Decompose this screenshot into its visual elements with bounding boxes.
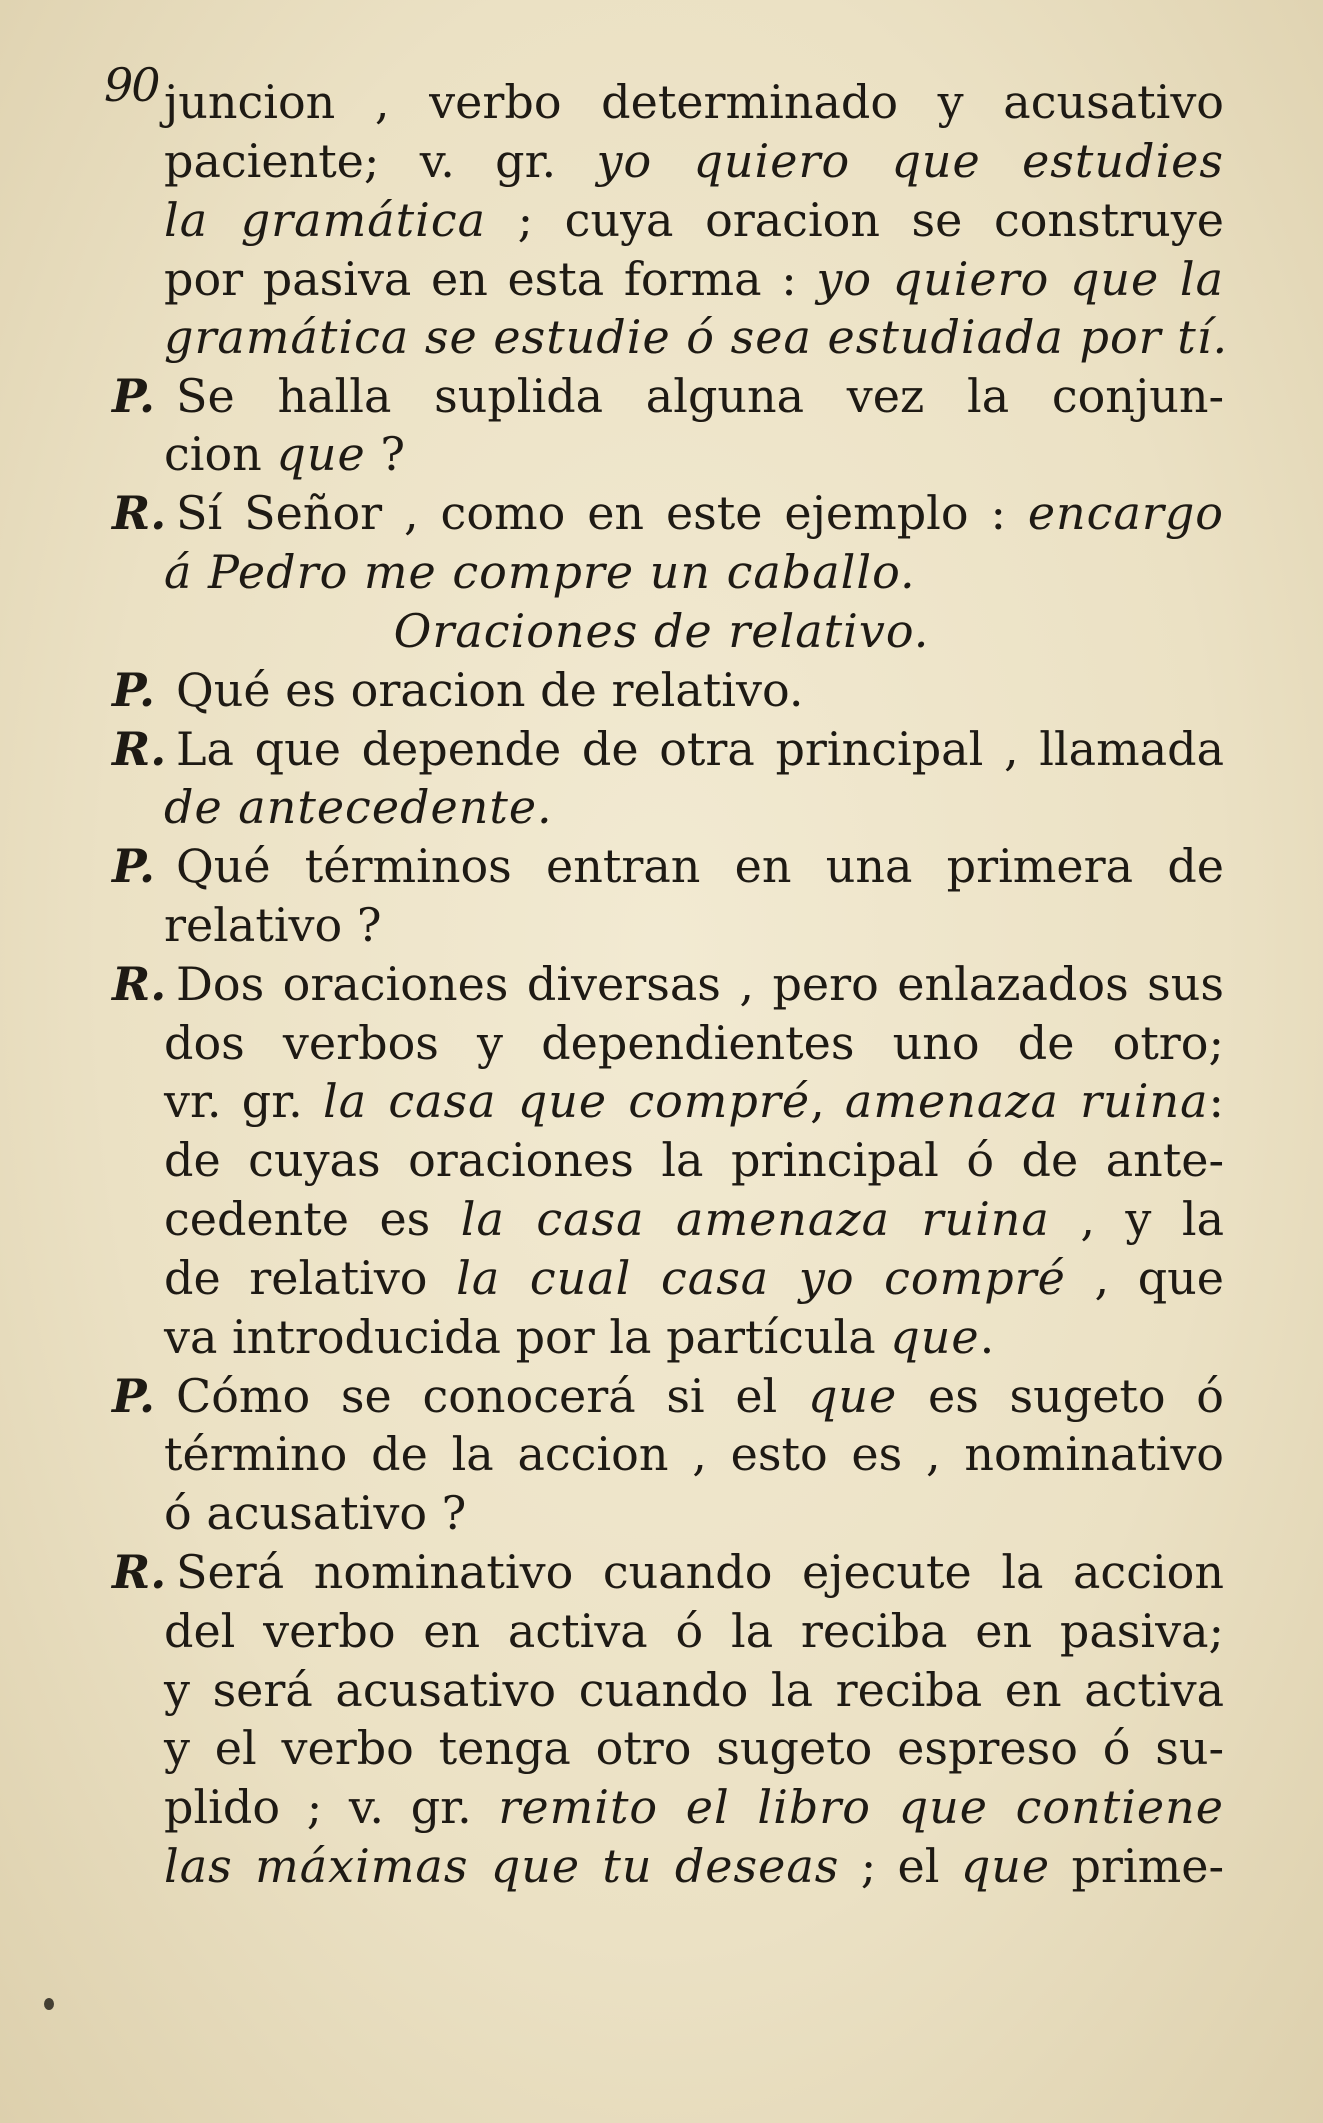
roman-text: Qué términos entran en una primera de <box>176 839 1224 893</box>
roman-text: La que depende de otra principal , llamada <box>176 722 1224 776</box>
roman-text: término de la accion , esto es , nominativo <box>164 1427 1224 1481</box>
roman-text: , y la <box>1049 1192 1224 1246</box>
roman-text: ó acusativo ? <box>164 1486 467 1540</box>
text-line <box>0 1777 1323 1837</box>
roman-text: ? <box>365 427 406 481</box>
roman-text: cion <box>164 427 277 481</box>
roman-text: Qué es oracion de relativo. <box>176 663 804 717</box>
line-text <box>164 1130 1224 1190</box>
roman-text: de cuyas oraciones la principal ó de ante- <box>164 1133 1224 1187</box>
line-text <box>164 1189 1224 1249</box>
line-text <box>164 424 1224 484</box>
text-line <box>0 190 1323 250</box>
roman-text: del verbo en activa ó la reciba en pasiva; <box>164 1604 1224 1658</box>
text-line <box>0 1424 1323 1484</box>
line-text <box>164 249 1224 309</box>
line-text <box>176 660 1224 720</box>
text-line <box>0 895 1323 955</box>
italic-text: que <box>276 427 366 481</box>
line-text <box>164 1660 1224 1720</box>
roman-text: , que <box>1065 1251 1224 1305</box>
line-text <box>176 836 1224 896</box>
roman-text: de relativo <box>164 1251 457 1305</box>
italic-text: las máximas que tu deseas <box>164 1839 840 1893</box>
roman-text: Sí Señor , como en este ejemplo : <box>176 486 1028 540</box>
line-text <box>164 542 1224 602</box>
line-text <box>164 190 1224 250</box>
italic-text: la cual casa yo compré <box>456 1251 1066 1305</box>
roman-text: plido ; v. gr. <box>164 1780 499 1834</box>
roman-text: Se halla suplida alguna vez la conjun- <box>176 369 1224 423</box>
roman-text: y el verbo tenga otro sugeto espreso ó su- <box>164 1721 1224 1775</box>
italic-text: la casa amenaza ruina <box>460 1192 1050 1246</box>
line-text <box>176 1366 1224 1426</box>
text-line <box>0 366 1323 426</box>
text-line <box>0 954 1323 1014</box>
line-text <box>176 366 1224 426</box>
text-line <box>0 836 1323 896</box>
text-line <box>0 1601 1323 1661</box>
roman-text: y será acusativo cuando la reciba en activa <box>164 1663 1224 1717</box>
italic-text: remito el libro que contiene <box>498 1780 1224 1834</box>
line-text <box>164 1601 1224 1661</box>
text-line <box>0 483 1323 543</box>
roman-text: ; cuya oracion se construye <box>486 193 1224 247</box>
text-line <box>0 131 1323 191</box>
italic-text: yo quiero que estudies <box>596 134 1224 188</box>
roman-text: . <box>979 1310 995 1364</box>
italic-text: la gramática <box>164 193 487 247</box>
roman-text: dos verbos y dependientes uno de otro; <box>164 1016 1224 1070</box>
answer-marker: R. <box>112 722 167 776</box>
text-line <box>0 1013 1323 1073</box>
line-text <box>164 72 1224 132</box>
line-text <box>164 307 1229 367</box>
line-text <box>164 895 1224 955</box>
italic-text: encargo <box>1027 486 1224 540</box>
italic-text: que <box>960 1839 1051 1893</box>
line-text <box>164 1483 1224 1543</box>
line-text <box>164 131 1224 191</box>
roman-text: paciente; v. gr. <box>164 134 597 188</box>
answer-marker: R. <box>112 1545 167 1599</box>
text-line <box>0 719 1323 779</box>
text-line <box>0 1189 1323 1249</box>
line-text <box>176 719 1224 779</box>
question-marker: P. <box>112 1369 155 1423</box>
roman-text: Cómo se conocerá si el <box>176 1369 808 1423</box>
text-line <box>0 777 1323 837</box>
roman-text: cedente es <box>164 1192 461 1246</box>
text-line <box>0 1307 1323 1367</box>
text-line <box>0 1483 1323 1543</box>
line-text <box>164 1777 1224 1837</box>
roman-text: prime- <box>1050 1839 1224 1893</box>
text-line <box>0 1836 1323 1896</box>
italic-text: que <box>890 1310 980 1364</box>
text-line <box>0 1366 1323 1426</box>
line-text <box>164 1071 1224 1131</box>
text-line <box>0 1660 1323 1720</box>
line-text <box>164 1424 1224 1484</box>
roman-text: es sugeto ó <box>897 1369 1224 1423</box>
line-text <box>176 483 1224 543</box>
line-text <box>164 1836 1224 1896</box>
question-marker: P. <box>112 663 155 717</box>
answer-marker: R. <box>112 486 167 540</box>
text-line <box>0 424 1323 484</box>
roman-text: ; el <box>839 1839 961 1893</box>
text-line <box>0 1071 1323 1131</box>
line-text <box>164 1248 1224 1308</box>
ink-spot <box>44 1998 54 2010</box>
page-number: 90 <box>104 58 159 112</box>
italic-text: de antecedente. <box>164 780 553 834</box>
italic-text: que <box>807 1369 898 1423</box>
text-line <box>0 542 1323 602</box>
italic-text: gramática se estudie ó sea estudiada por tí. <box>164 310 1229 364</box>
text-line <box>0 1718 1323 1778</box>
roman-text: vr. gr. <box>164 1074 323 1128</box>
italic-text: á Pedro me compre un caballo. <box>164 545 916 599</box>
line-text <box>176 1542 1224 1602</box>
roman-text: , <box>810 1074 845 1128</box>
text-line <box>0 1248 1323 1308</box>
line-text <box>164 1013 1224 1073</box>
italic-text: la casa que compré <box>323 1074 811 1128</box>
line-text <box>164 1307 1224 1367</box>
roman-text: va introducida por la partícula <box>164 1310 891 1364</box>
text-line <box>0 1542 1323 1602</box>
roman-text: Será nominativo cuando ejecute la accion <box>176 1545 1224 1599</box>
roman-text: juncion , verbo determinado y acusativo <box>164 75 1224 129</box>
text-line <box>0 307 1323 367</box>
roman-text: Dos oraciones diversas , pero enlazados sus <box>176 957 1224 1011</box>
text-line <box>0 601 1323 661</box>
section-heading <box>0 601 1323 661</box>
italic-text: yo quiero que la <box>816 252 1225 306</box>
roman-text: relativo ? <box>164 898 382 952</box>
line-text <box>164 777 1224 837</box>
text-line <box>0 72 1323 132</box>
answer-marker: R. <box>112 957 167 1011</box>
text-line <box>0 1130 1323 1190</box>
roman-text: : <box>1208 1074 1224 1128</box>
italic-text: amenaza ruina <box>844 1074 1209 1128</box>
question-marker: P. <box>112 839 155 893</box>
text-line <box>0 249 1323 309</box>
line-text <box>164 1718 1224 1778</box>
text-line <box>0 660 1323 720</box>
line-text <box>176 954 1224 1014</box>
italic-text: Oraciones de relativo. <box>393 604 930 658</box>
question-marker: P. <box>112 369 155 423</box>
roman-text: por pasiva en esta forma : <box>164 252 817 306</box>
